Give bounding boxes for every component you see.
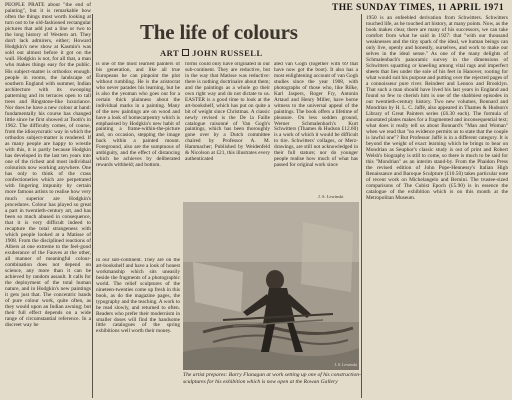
right-column-text: 1950 is an enfeebled derivation from Schwitters. Schwitters touched life, as he touched art history, at many points. Now, as the book makes clear, there are many of his successors, we can take comfort from what he said in 1927: that "with our thousand weaknesses and the tiny spark of the ideal, we human beings can only live, openly and honestly, ourselves, and work to make our selves in the ideal sense." As one of the many delights of Schmalenbach's panoramic survey in the dimensions of Schwitters squatting or kneeling among vital rags and imperfect sheets that lies under the sole of his feet in Hanover, rooting for what would suit his purpose and putting over the rejected pages of a connoisseur pure river. Reindeer and Lennox and Brooklyn. That such a man should have lived his last years in England and found so few to cherish him is one of the shabbiest episodes in our twentieth-century history. Two new volumes, Bonnard and Mondrian by H. L. C. Jaffé, also appeared in Thames & Hudson's Library of Great Painters series (£6.30 each). The formula of annotated plates makes for a fragmented and inconsequential text; what does it really tell us about Bonnard's "Man and Woman" when we read that "no evidence permits us to state that the couple is lawful one"? But Professor Jaffé is in a different category. It is beyond the weight of exact learning which he brings to bear on Mondrian as Seuphor's classic study is out of print and Robert Welsh's biography is still to come, so there is much to be said for this "Mondrian" as an interim stand-by. From the Phaidon Press the revised edition of John Pope-Hennessy's Italian High Renaissance and Baroque Sculpture (£10.50) takes particular note of recent work on Michelangelo and Bernini. The trustee-sized comparisons of The Cubist Epoch (£5.90) is in essence the catalogue of the exhibition which is on this month at the Metropolitan Museum. [366, 15, 508, 201]
photo-caption: The artist prepares: Barry Flanagan at work setting up one of his construction-sculptures for his exhibition which is now open at the Rowan Gallery [183, 372, 361, 385]
left-column-text: PEOPLE PRATE about "the end of painting", but it is remarkable how often the things most worth looking at turn out to be old-fashioned rectangular pictures that add just a line or two to the long history of Western art. They don't lack admirers, either; Howard Hodgkin's new show at Kasmin's was sold out almost before it got on the wall. Hodgkin is not, for all that, a man who makes things easy for the public. His subject-matter is orthodox enough: people in rooms, the landscape of southern England with summer, Indian architecture with its swooping patterning and its terraces open to tall trees and Ringstone-like luxuriance. Nor does he have a new colour at hand: fundamentally his course has changed little since he first showed at Tooth's in 1962. The difficulty comes, of course, from the idiosyncratic way in which the orthodox subject-matter is rendered. If as many people are happy to wrestle with this, it is partly because Hodgkin has developed in the last ten years into one of the richest and most individual colourists now working anywhere. One has only to think of the crass confectioneries which are perpetrated with lingering impunity by certain more famous artists to realise how very much superior are Hodgkin's procedures. Colour has played so great a part in twentieth-century art, and has been so much abused in consequence, that it is very difficult indeed to recapture the total strangeness with which people looked at a Matisse of 1908. From the disciplined reactions of Albers at one extreme to the feel-good exuberance of the Fauves at the other, all manner of meaningful colour-combination does not depend on science, any more than it can be achieved by random assault. It calls for the deployment of the total human nature, and in Hodgkin's new paintings it gets just that. The concentric bands of pure colour work, quite often, as they would upon an Indian awning; but their full effect depends on a wide range of circumstantial reference. In a discreet way he [5, 2, 91, 329]
column-divider [361, 14, 362, 398]
article-column-3: ated van Gogh (together with 69 that have now got the boot). It also has a most enlightening account of van Gogh studies since the year 1908, with photographs of those who, like Rilke, Karl Jaspers, Roger Fry, Antonin Artaud and Henry Miller, have borne witness to the universal appeal of the paintings. The book offers a lifetime of pleasure. On less sodden ground, Werner Schmalenbach's Kurt Schwitters (Thames & Hudson £12.60) is a work of which it would be difficult to tire. Schwitters' collages, or Merz-drawings, are still not acknowledged in their full stature; nor do younger people realise how much of what has passed for original work since [274, 62, 358, 169]
article-column-1: is one of the most learned painters of his generation, and like all true Europeans he can pinpoint the plot without rumbling. He is the aristocrat who never parades his learning, but he is also the yeoman who goes out for a certain thick plainness about the individual marks in a painting. Many of the new paintings are on wood and have a look of homecarpentry which is emphasised by Hodgkin's new habit of painting a frame-within-the-picture and, on occasion, stepping the image back within a painted mount. Foreground, also are the sumptuous of ambiguity, and the effect of distancing which he achieves by deliberated rewards withheld; and bottom. [96, 62, 180, 169]
signature: J. S. Lewinski [318, 194, 344, 199]
masthead: THE SUNDAY TIMES, 11 APRIL 1971 [331, 3, 504, 13]
article-title: The life of colours [140, 20, 298, 44]
article-column-2: forms could only have originated in our sub-continent. They are reductive, but in the way that Matisse was reductive: there is nothing doctrinaire about them; and the paintings as a whole go their own right way and do not dictate to us. EASTER is a good time to look at the art-bookshelf, which has put on quite a bit of weight since Christmas. A classic newly revised is the De la Faille catalogue raisonné of Van Gogh's paintings, which has been thoroughly gone over by a Dutch committee chaired by Professor A. M. Hammacher; Published by Weidenfeld & Nicolson at £21, this illustrates every authenticated [185, 62, 270, 163]
byline-box-icon [182, 49, 189, 56]
byline-author: JOHN RUSSELL [192, 48, 263, 58]
article-photo [183, 202, 359, 370]
photo-credit: J. S. Lewinski [334, 362, 357, 367]
article-column-4: in our sub-continent. They are on the art-bookshelf and have a look of honest workmanship which sits uneasily beside the fragments of a photographic world. The relief sculptures of the nineteen-twenties come up fresh in this book, as do the magazine pages, the typography and the teaching. A work to be read slowly, and returned to often. Readers who prefer their modernism in smaller doses will find the handsome little catalogues of the spring exhibitions well worth their money. [96, 258, 180, 335]
byline [160, 48, 263, 58]
byline-section: ART [160, 48, 180, 58]
column-divider [92, 14, 93, 398]
photo-illustration [183, 202, 359, 370]
